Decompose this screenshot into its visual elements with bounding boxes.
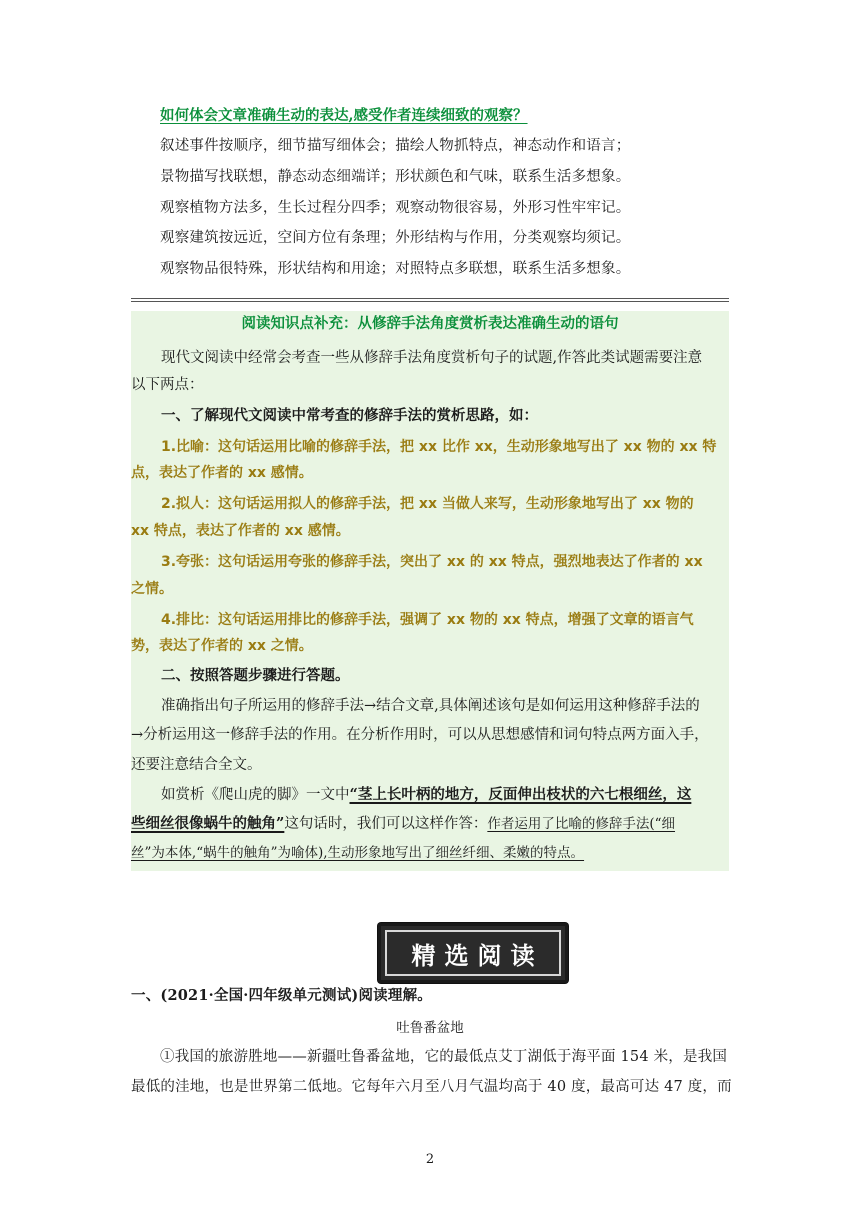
rhyme-line: 观察物品很特殊，形状结构和用途；对照特点多联想，联系生活多想象。 xyxy=(160,261,631,277)
tip-personification-cont: xx 特点，表达了作者的 xx 感情。 xyxy=(131,523,350,539)
example-answer-cont: 丝”为本体,“蜗牛的触角”为喻体),生动形象地写出了细丝纤细、柔嫩的特点。 xyxy=(131,845,585,861)
page-number: 2 xyxy=(425,1152,435,1167)
panel-title: 阅读知识点补充：从修辞手法角度赏析表达准确生动的语句 xyxy=(241,315,619,332)
passage-line: 最低的洼地，也是世界第二低地。它每年六月至八月气温均高于 40 度，最高可达 47 度，而 xyxy=(131,1079,732,1095)
section-divider xyxy=(131,298,729,302)
example-prefix: 如赏析《爬山虎的脚》一文中 xyxy=(161,787,350,803)
featured-reading-banner xyxy=(378,923,568,983)
example-line-3 xyxy=(131,841,729,861)
panel-intro-line: 以下两点： xyxy=(131,377,204,393)
tip-parallelism-cont: 势，表达了作者的 xx 之情。 xyxy=(131,638,313,654)
example-line-1 xyxy=(131,783,729,804)
tip-parallelism: 4.排比：这句话运用排比的修辞手法，强调了 xx 物的 xx 特点，增强了文章的语言气 xyxy=(161,612,694,628)
banner-label: 精选阅读 xyxy=(411,941,544,970)
example-mid: 这句话时，我们可以这样作答： xyxy=(284,816,488,832)
steps-line: →分析运用这一修辞手法的作用。在分析作用时，可以从思想感情和词句特点两方面入手， xyxy=(131,727,709,743)
passage-line: ①我国的旅游胜地——新疆吐鲁番盆地，它的最低点艾丁湖低于海平面 154 米，是我国 xyxy=(160,1049,728,1065)
banner-frame xyxy=(385,930,561,976)
tip-hyperbole-cont: 之情。 xyxy=(131,581,173,597)
panel-heading-1: 一、了解现代文阅读中常考查的修辞手法的赏析思路，如： xyxy=(161,407,538,424)
tip-metaphor: 1.比喻：这句话运用比喻的修辞手法，把 xx 比作 xx，生动形象地写出了 xx 物的 xx 特 xyxy=(161,439,717,455)
example-line-2 xyxy=(131,812,729,833)
passage-title: 吐鲁番盆地 xyxy=(396,1020,464,1036)
example-quote-cont: 些细丝很像蜗牛的触角” xyxy=(131,815,285,832)
rhyme-line: 观察建筑按远近，空间方位有条理；外形结构与作用，分类观察均须记。 xyxy=(160,230,631,246)
example-quote: “茎上长叶柄的地方，反面伸出枝状的六七根细丝，这 xyxy=(349,786,692,803)
steps-line: 准确指出句子所运用的修辞手法→结合文章,具体阐述该句是如何运用这种修辞手法的 xyxy=(161,698,700,714)
section-question: 如何体会文章准确生动的表达,感受作者连续细致的观察？ xyxy=(160,107,528,124)
rhyme-line: 叙述事件按顺序，细节描写细体会；描绘人物抓特点，神态动作和语言； xyxy=(160,138,631,154)
steps-line: 还要注意结合全文。 xyxy=(131,757,262,773)
example-answer: 作者运用了比喻的修辞手法(“细 xyxy=(487,816,676,832)
rhyme-line: 景物描写找联想，静态动态细端详；形状颜色和气味，联系生活多想象。 xyxy=(160,169,631,185)
panel-heading-2: 二、按照答题步骤进行答题。 xyxy=(161,667,350,684)
tip-personification: 2.拟人：这句话运用拟人的修辞手法，把 xx 当做人来写，生动形象地写出了 xx 物的 xyxy=(161,496,694,512)
tip-metaphor-cont: 点，表达了作者的 xx 感情。 xyxy=(131,465,313,481)
tip-hyperbole: 3.夸张：这句话运用夸张的修辞手法，突出了 xx 的 xx 特点，强烈地表达了作者的 xx xyxy=(161,554,703,570)
rhyme-line: 观察植物方法多，生长过程分四季；观察动物很容易，外形习性牢牢记。 xyxy=(160,200,631,216)
panel-intro-line: 现代文阅读中经常会考查一些从修辞手法角度赏析句子的试题,作答此类试题需要注意 xyxy=(161,350,703,366)
exercise-heading: 一、(2021·全国·四年级单元测试)阅读理解。 xyxy=(131,987,432,1004)
